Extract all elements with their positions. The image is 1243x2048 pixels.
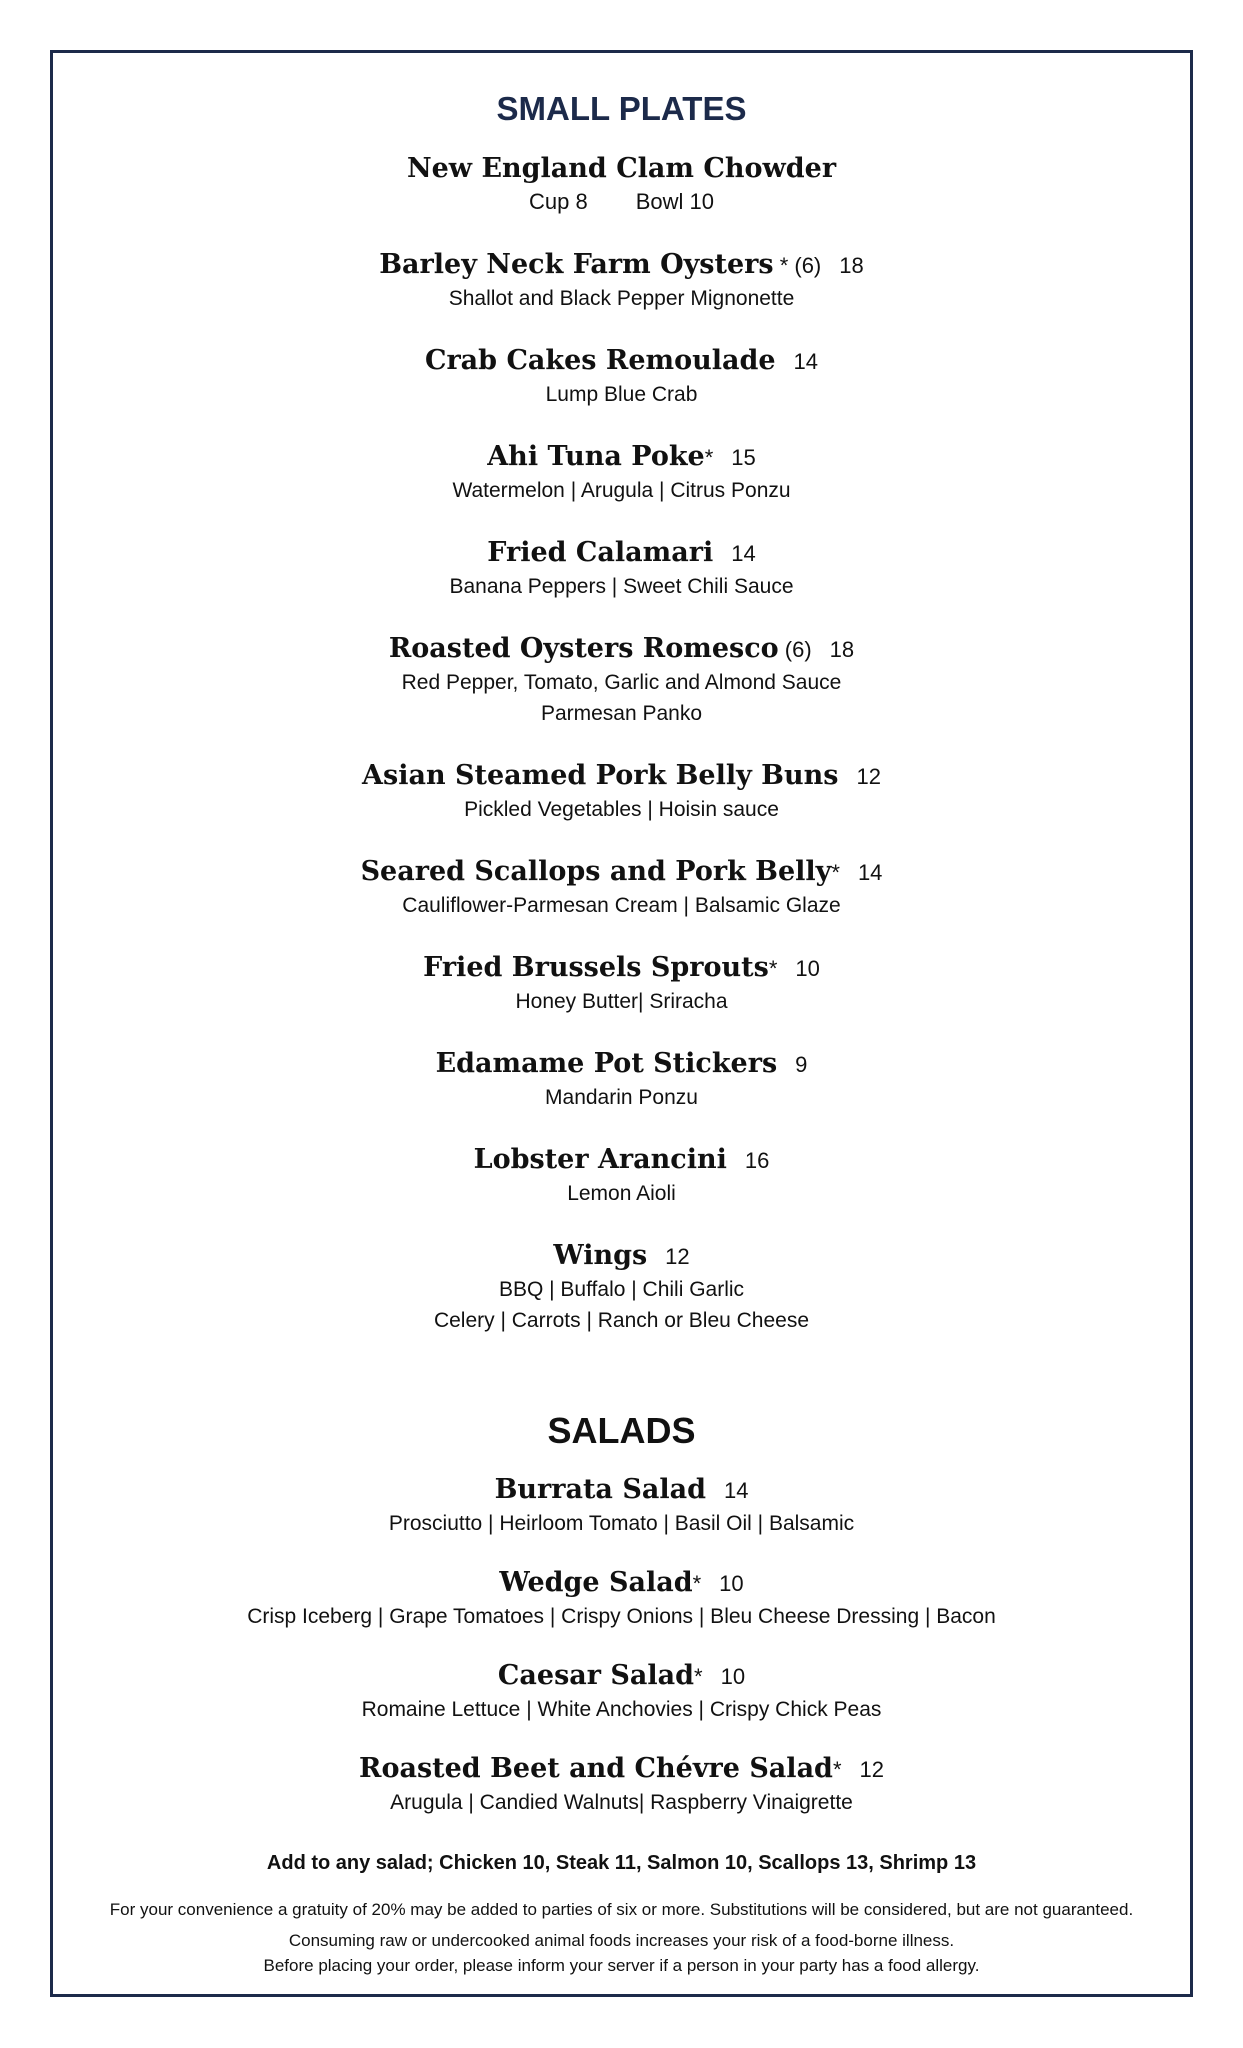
cup-price: Cup 8 [529,189,588,214]
menu-item-description: Pickled Vegetables | Hoisin sauce [464,798,779,821]
menu-item-name: Ahi Tuna Poke [487,441,705,472]
menu-item [53,536,1190,602]
menu-item-title-line [53,1752,1190,1787]
menu-content [53,80,1190,1978]
menu-item-name: Edamame Pot Stickers [435,1048,778,1079]
menu-item-name: Barley Neck Farm Oysters [379,249,774,280]
menu-item-description: Lump Blue Crab [545,383,698,406]
menu-item-note: * [831,860,840,885]
menu-item-description: Romaine Lettuce | White Anchovies | Crispy Chick Peas [361,1698,882,1721]
menu-item-price: 12 [859,1757,884,1782]
menu-item-description: Red Pepper, Tomato, Garlic and Almond Sauce [401,671,842,694]
menu-item-note: * [832,1757,842,1782]
menu-item-note: * [768,956,778,981]
menu-item-title-line [53,632,1190,667]
menu-item-name: Burrata Salad [494,1474,706,1505]
menu-item-title-line [53,1239,1190,1274]
menu-item-name: Fried Brussels Sprouts [423,952,769,983]
menu-item-price: 9 [795,1052,808,1077]
menu-item-description: Celery | Carrots | Ranch or Bleu Cheese [433,1309,810,1332]
menu-item-note: * [692,1571,702,1596]
menu-item [53,632,1190,729]
menu-item-name: Wings [553,1240,648,1271]
menu-item [53,1239,1190,1336]
menu-item [53,1473,1190,1539]
salads-list [53,1473,1190,1818]
menu-item-name: Caesar Salad [497,1660,695,1691]
menu-item-description: Arugula | Candied Walnuts| Raspberry Vinaigrette [390,1791,853,1814]
menu-item [53,344,1190,410]
small-plates-heading: SMALL PLATES [496,90,747,127]
gratuity-note: For your convenience a gratuity of 20% may be added to parties of six or more. Substitutions will be considered, but are not guaranteed. [109,1900,1134,1919]
menu-item-description: Honey Butter| Sriracha [515,990,728,1013]
menu-item [53,152,1190,218]
menu-item-price: 18 [829,637,855,662]
menu-item [53,1659,1190,1725]
menu-item [53,248,1190,314]
menu-item-description: Prosciutto | Heirloom Tomato | Basil Oil | Balsamic [388,1512,855,1535]
menu-item-price: 12 [665,1244,690,1269]
menu-item-description: Shallot and Black Pepper Mignonette [448,287,795,310]
menu-item [53,1143,1190,1209]
salads-heading: SALADS [547,1410,696,1451]
menu-item-description: Parmesan Panko [540,702,703,725]
menu-item-title-line [53,1473,1190,1508]
menu-item-name: Roasted Beet and Chévre Salad [359,1753,833,1784]
menu-item-price: 15 [731,445,756,470]
menu-item-note: * [694,1664,703,1689]
menu-item-price: 10 [719,1571,744,1596]
menu-item-title-line [53,1143,1190,1178]
menu-item-title-line [53,855,1190,890]
menu-item-name: Asian Steamed Pork Belly Buns [362,760,839,791]
menu-item-price: 14 [723,1478,749,1503]
menu-item-price: 16 [744,1148,770,1173]
menu-item-title-line [53,248,1190,283]
menu-frame [50,50,1193,1997]
menu-item-price: 12 [856,764,881,789]
menu-item [53,1752,1190,1818]
menu-item-name: Lobster Arancini [473,1144,727,1175]
menu-item-description: Lemon Aioli [567,1182,676,1205]
menu-item-description: Watermelon | Arugula | Citrus Ponzu [452,479,791,502]
bowl-price: Bowl 10 [635,189,714,214]
menu-item-name: Wedge Salad [499,1567,693,1598]
menu-item-price: 14 [731,541,756,566]
menu-item-title-line [53,152,1190,186]
menu-item-description: Mandarin Ponzu [545,1086,698,1109]
menu-item-description: Crisp Iceberg | Grape Tomatoes | Crispy Onions | Bleu Cheese Dressing | Bacon [247,1605,996,1628]
small-plates-list [53,152,1190,1336]
menu-item-price: 10 [795,956,820,981]
menu-item-name: Crab Cakes Remoulade [424,345,776,376]
menu-item-name: Roasted Oysters Romesco [388,633,779,664]
menu-item [53,855,1190,921]
menu-item-title-line [53,1659,1190,1694]
menu-item-price: 18 [839,253,864,278]
menu-item-name: Seared Scallops and Pork Belly [360,856,832,887]
allergy-warning: Before placing your order, please inform your server if a person in your party has a food allergy. [263,1956,980,1975]
food-warning: Consuming raw or undercooked animal foods increases your risk of a food-borne illness. [288,1931,955,1950]
serving-sizes [53,186,1190,218]
menu-item [53,1566,1190,1632]
menu-item-description: Banana Peppers | Sweet Chili Sauce [449,575,794,598]
menu-item-title-line [53,1566,1190,1601]
menu-item [53,759,1190,825]
menu-item [53,1047,1190,1113]
menu-item-description: Cauliflower-Parmesan Cream | Balsamic Glaze [402,894,841,917]
salad-addon-note: Add to any salad; Chicken 10, Steak 11, Salmon 10, Scallops 13, Shrimp 13 [266,1852,977,1874]
menu-item-name: Fried Calamari [487,537,714,568]
menu-item-note: * [704,445,714,470]
menu-item-title-line [53,440,1190,475]
menu-item-title-line [53,344,1190,379]
menu-item-name: New England Clam Chowder [406,153,837,184]
menu-item-title-line [53,536,1190,571]
menu-item [53,440,1190,506]
menu-item-title-line [53,759,1190,794]
menu-item-title-line [53,951,1190,986]
menu-item-price: 14 [857,860,883,885]
menu-item-title-line [53,1047,1190,1082]
menu-item-price: 14 [793,349,819,374]
menu-item-note: * (6) [773,253,822,278]
menu-item [53,951,1190,1017]
menu-item-note: (6) [778,637,812,662]
menu-item-price: 10 [720,1664,746,1689]
menu-item-description: BBQ | Buffalo | Chili Garlic [498,1278,745,1301]
